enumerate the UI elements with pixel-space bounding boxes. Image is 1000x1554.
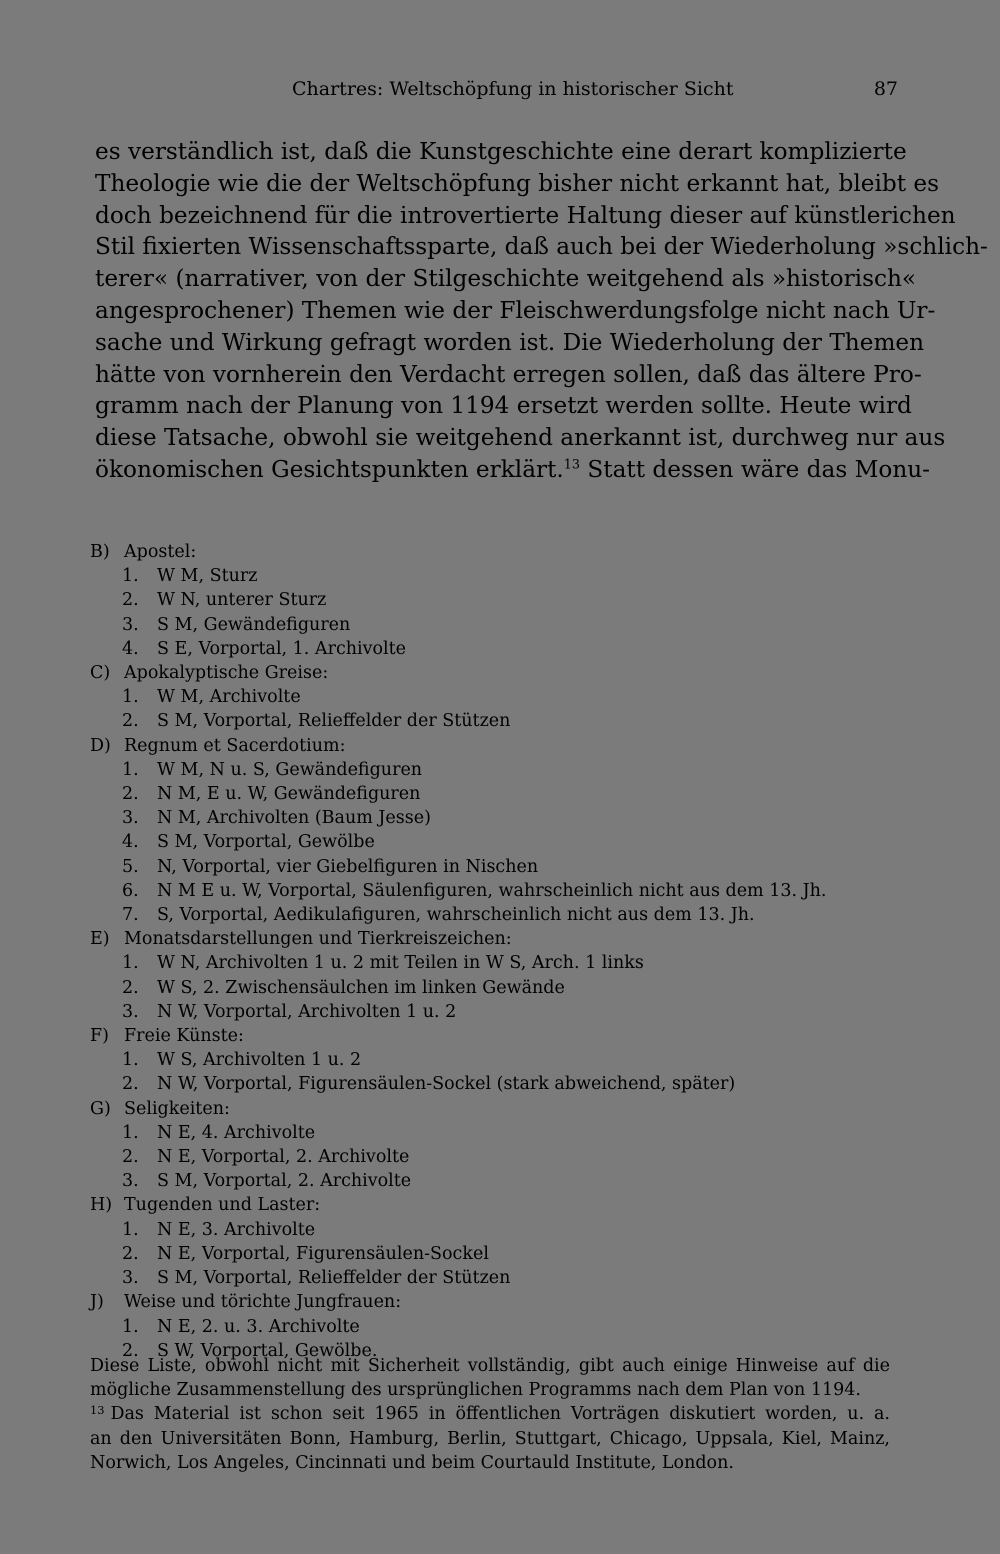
item-number: 4. xyxy=(122,832,139,853)
group-title: Tugenden und Laster: xyxy=(124,1195,321,1216)
group-title: Apostel: xyxy=(124,542,197,562)
list-item xyxy=(90,951,900,975)
list-item xyxy=(90,830,900,854)
item-number: 6. xyxy=(122,880,139,901)
list-item xyxy=(90,758,900,782)
closing-line: mögliche Zusammenstellung des ursprünglichen Programms nach dem Plan von 1194. xyxy=(90,1380,861,1401)
item-number: 3. xyxy=(122,614,139,635)
footnote-text: Das Material ist schon seit 1965 in öffentlichen Vorträgen diskutiert worden, u. a. xyxy=(110,1404,890,1425)
item-text: N E, 3. Archivolte xyxy=(157,1219,316,1240)
item-text: S M, Vorportal, 2. Archivolte xyxy=(157,1171,412,1192)
item-text: N E, Vorportal, Figurensäulen-Sockel xyxy=(157,1243,489,1264)
body-line: terer« (narrativer, von der Stilgeschichte weitgehend als »historisch« xyxy=(95,265,917,293)
closing-line: Diese Liste, obwohl nicht mit Sicherheit vollständig, gibt auch einige Hinweise auf die xyxy=(90,1356,890,1376)
item-text: W N, unterer Sturz xyxy=(157,590,327,611)
list-item xyxy=(90,685,900,709)
group-letter: D) xyxy=(90,735,111,756)
item-text: W M, Archivolte xyxy=(157,687,301,708)
group-letter: F) xyxy=(90,1026,109,1047)
item-text: S M, Vorportal, Gewölbe xyxy=(157,832,375,853)
list-item xyxy=(90,637,900,661)
item-number: 1. xyxy=(122,687,139,708)
body-last-continuation: Statt dessen wäre das Monu- xyxy=(580,455,931,483)
list-group-heading xyxy=(90,927,900,951)
body-line: sache und Wirkung gefragt worden ist. Die Wiederholung der Themen xyxy=(95,328,925,356)
list-item xyxy=(90,588,900,612)
item-text: W S, 2. Zwischensäulchen im linken Gewände xyxy=(157,977,565,998)
item-number: 2. xyxy=(122,1340,139,1361)
item-number: 3. xyxy=(122,1001,139,1022)
item-text: W S, Archivolten 1 u. 2 xyxy=(157,1050,362,1071)
group-letter: J) xyxy=(90,1292,104,1313)
page-number: 87 xyxy=(873,78,898,100)
body-line: gramm nach der Planung von 1194 ersetzt werden sollte. Heute wird xyxy=(95,392,912,420)
list-item xyxy=(90,709,900,733)
item-number: 2. xyxy=(122,1074,139,1095)
item-text: N E, 4. Archivolte xyxy=(157,1122,316,1143)
group-letter: H) xyxy=(90,1195,113,1216)
list-item xyxy=(90,1145,900,1169)
item-number: 1. xyxy=(122,953,139,974)
item-number: 2. xyxy=(122,1243,139,1264)
item-number: 1. xyxy=(122,1122,139,1143)
item-text: N W, Vorportal, Archivolten 1 u. 2 xyxy=(157,1001,457,1022)
list-item xyxy=(90,1121,900,1145)
item-number: 2. xyxy=(122,784,139,805)
item-text: N M, E u. W, Gewändefiguren xyxy=(157,784,421,805)
list-item xyxy=(90,1315,900,1339)
running-head-title: Chartres: Weltschöpfung in historischer Sicht xyxy=(292,78,734,100)
item-text: S M, Vorportal, Relieffelder der Stützen xyxy=(157,1268,511,1289)
list-item xyxy=(90,1048,900,1072)
body-line: diese Tatsache, obwohl sie weitgehend anerkannt ist, durchweg nur aus xyxy=(95,424,946,452)
list-group-heading xyxy=(90,1290,900,1314)
item-number: 2. xyxy=(122,590,139,611)
item-number: 5. xyxy=(122,856,139,877)
group-title: Apokalyptische Greise: xyxy=(124,663,329,684)
item-number: 3. xyxy=(122,1268,139,1289)
item-text: W M, Sturz xyxy=(157,566,258,587)
list-item xyxy=(90,782,900,806)
item-text: N M E u. W, Vorportal, Säulenfiguren, wahrscheinlich nicht aus dem 13. Jh. xyxy=(157,880,827,901)
list-group-heading xyxy=(90,734,900,758)
body-line: hätte von vornherein den Verdacht erregen sollen, daß das ältere Pro- xyxy=(95,360,922,388)
item-number: 2. xyxy=(122,1147,139,1168)
footnote-mark: 13 xyxy=(90,1402,105,1417)
item-text: N E, Vorportal, 2. Archivolte xyxy=(157,1147,410,1168)
list-group-heading xyxy=(90,540,900,564)
list-item xyxy=(90,564,900,588)
body-last-text: ökonomischen Gesichtspunkten erklärt. xyxy=(95,455,564,483)
list-group-heading xyxy=(90,1024,900,1048)
list-item xyxy=(90,1242,900,1266)
item-number: 1. xyxy=(122,566,139,587)
footnote-line: Norwich, Los Angeles, Cincinnati und beim Courtauld Institute, London. xyxy=(90,1452,734,1473)
running-head xyxy=(95,78,898,106)
list-group-heading xyxy=(90,1097,900,1121)
item-text: N W, Vorportal, Figurensäulen-Sockel (stark abweichend, später) xyxy=(157,1074,736,1095)
list-item xyxy=(90,976,900,1000)
item-number: 3. xyxy=(122,808,139,829)
list-item xyxy=(90,903,900,927)
item-text: S M, Gewändefiguren xyxy=(157,614,351,635)
closing-and-footnote xyxy=(90,1354,890,1475)
item-number: 3. xyxy=(122,1171,139,1192)
item-number: 1. xyxy=(122,1316,139,1337)
footnote-line xyxy=(90,1402,890,1426)
body-paragraph xyxy=(95,136,988,486)
body-line-last xyxy=(95,454,931,486)
body-line: Stil fixierten Wissenschaftssparte, daß auch bei der Wiederholung »schlich- xyxy=(95,233,988,261)
group-letter: B) xyxy=(90,542,110,562)
program-list xyxy=(90,540,900,1363)
item-text: N M, Archivolten (Baum Jesse) xyxy=(157,808,431,829)
item-number: 4. xyxy=(122,638,139,659)
item-text: W M, N u. S, Gewändefiguren xyxy=(157,759,423,780)
list-item xyxy=(90,613,900,637)
item-number: 2. xyxy=(122,711,139,732)
list-item xyxy=(90,1169,900,1193)
item-text: S M, Vorportal, Relieffelder der Stützen xyxy=(157,711,511,732)
group-title: Freie Künste: xyxy=(124,1026,244,1047)
item-number: 1. xyxy=(122,1050,139,1071)
list-group-heading xyxy=(90,1193,900,1217)
item-number: 7. xyxy=(122,905,139,926)
group-title: Regnum et Sacerdotium: xyxy=(124,735,346,756)
group-title: Seligkeiten: xyxy=(124,1098,230,1119)
list-item xyxy=(90,1072,900,1096)
list-item xyxy=(90,879,900,903)
item-number: 1. xyxy=(122,1219,139,1240)
footnote-line: an den Universitäten Bonn, Hamburg, Berlin, Stuttgart, Chicago, Uppsala, Kiel, Mainz, xyxy=(90,1428,890,1449)
list-item xyxy=(90,806,900,830)
list-group-heading xyxy=(90,661,900,685)
list-item xyxy=(90,1218,900,1242)
group-letter: G) xyxy=(90,1098,111,1119)
body-line: doch bezeichnend für die introvertierte Haltung dieser auf künstlerichen xyxy=(95,201,956,229)
body-line: es verständlich ist, daß die Kunstgeschichte eine derart komplizierte xyxy=(95,138,907,165)
group-letter: C) xyxy=(90,663,111,684)
item-number: 2. xyxy=(122,977,139,998)
item-text: W N, Archivolten 1 u. 2 mit Teilen in W S, Arch. 1 links xyxy=(157,953,644,974)
list-item xyxy=(90,1266,900,1290)
group-letter: E) xyxy=(90,929,110,950)
item-text: N E, 2. u. 3. Archivolte xyxy=(157,1316,360,1337)
item-text: S W, Vorportal, Gewölbe. xyxy=(157,1340,378,1361)
item-text: N, Vorportal, vier Giebelfiguren in Nischen xyxy=(157,856,539,877)
list-item xyxy=(90,1000,900,1024)
item-number: 1. xyxy=(122,759,139,780)
list-item xyxy=(90,855,900,879)
body-line: Theologie wie die der Weltschöpfung bisher nicht erkannt hat, bleibt es xyxy=(95,169,940,197)
body-line: angesprochener) Themen wie der Fleischwerdungsfolge nicht nach Ur- xyxy=(95,296,936,324)
item-text: S E, Vorportal, 1. Archivolte xyxy=(157,638,407,659)
footnote-reference: 13 xyxy=(563,457,581,473)
item-text: S, Vorportal, Aedikulafiguren, wahrscheinlich nicht aus dem 13. Jh. xyxy=(157,905,755,926)
group-title: Monatsdarstellungen und Tierkreiszeichen: xyxy=(124,929,512,950)
group-title: Weise und törichte Jungfrauen: xyxy=(124,1292,402,1313)
